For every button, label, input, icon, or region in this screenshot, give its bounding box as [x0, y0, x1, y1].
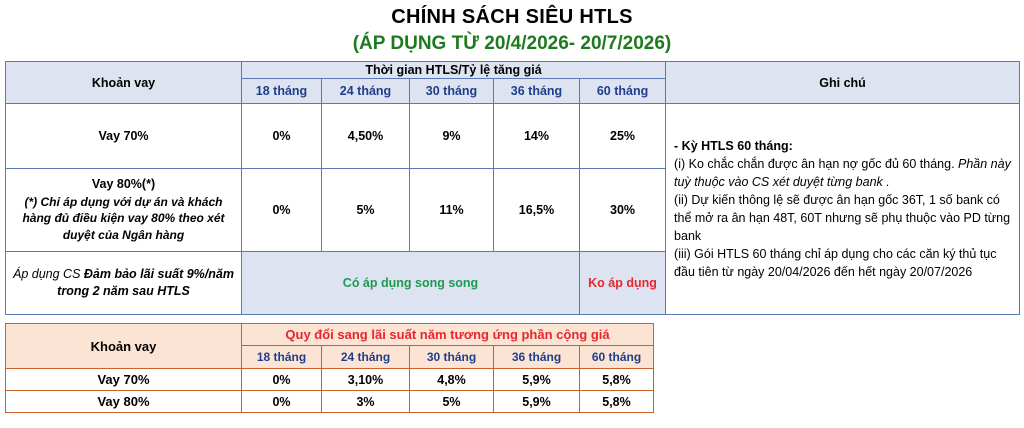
table-header-row [6, 62, 1020, 79]
note-line-1-italic: Phần này tuỳ thuộc vào CS xét duyệt từng bank . [674, 156, 1011, 189]
conv-header-period-30: 30 tháng [410, 346, 494, 369]
note-heading: - Kỳ HTLS 60 tháng: [674, 138, 793, 153]
conv-vay70-60: 5,8% [580, 369, 654, 391]
document-page [0, 6, 1024, 428]
header-period-60: 60 tháng [580, 79, 666, 104]
conv-vay70-36: 5,9% [494, 369, 580, 391]
table-row [6, 391, 654, 413]
conv-vay80-30: 5% [410, 391, 494, 413]
page-subtitle: (ÁP DỤNG TỪ 20/4/2026- 20/7/2026) [352, 33, 672, 54]
apply-parallel-cell: Có áp dụng song song [242, 252, 580, 315]
conversion-table [5, 323, 654, 413]
vay80-36: 16,5% [494, 169, 580, 252]
conv-vay80-36: 5,9% [494, 391, 580, 413]
vay80-60: 30% [580, 169, 666, 252]
vay80-18: 0% [242, 169, 322, 252]
table-row [6, 104, 1020, 169]
vay70-36: 14% [494, 104, 580, 169]
conv-header-group: Quy đổi sang lãi suất năm tương ứng phần cộng giá [242, 324, 654, 346]
vay70-24: 4,50% [322, 104, 410, 169]
conv-vay70-18: 0% [242, 369, 322, 391]
note-line-3: (iii) Gói HTLS 60 tháng chỉ áp dụng cho các căn ký thủ tục đầu tiên từ ngày 20/04/2026 đến hết ngày 20/07/2026 [674, 247, 997, 280]
vay70-60: 25% [580, 104, 666, 169]
header-period-24: 24 tháng [322, 79, 410, 104]
header-note-col: Ghi chú [666, 62, 1020, 104]
note-line-1 [674, 155, 1011, 191]
apply-row-label-bold: Đảm bảo lãi suất 9%/năm trong 2 năm sau HTLS [57, 266, 234, 298]
vay70-30: 9% [410, 104, 494, 169]
header-loan-col: Khoản vay [6, 62, 242, 104]
conv-header-period-18: 18 tháng [242, 346, 322, 369]
vay80-24: 5% [322, 169, 410, 252]
row-label-vay80-note: (*) Chỉ áp dụng với dự án và khách hàng đủ điều kiện vay 80% theo xét duyệt của Ngân hàng [22, 195, 225, 242]
conv-vay70-30: 4,8% [410, 369, 494, 391]
header-period-18: 18 tháng [242, 79, 322, 104]
row-label-vay80-main: Vay 80%(*) [91, 177, 156, 192]
conv-header-period-60: 60 tháng [580, 346, 654, 369]
conv-header-loan-col: Khoản vay [6, 324, 242, 369]
page-title: CHÍNH SÁCH SIÊU HTLS [391, 6, 633, 28]
row-label-vay70: Vay 70% [6, 104, 242, 169]
conversion-header-row [6, 324, 654, 346]
vay70-18: 0% [242, 104, 322, 169]
conv-header-period-36: 36 tháng [494, 346, 580, 369]
note-line-2: (ii) Dự kiến thông lệ sẽ được ân hạn gốc 36T, 1 số bank có thể mở ra ân hạn 48T, 60T nhưng sẽ phụ thuộc vào PD từng bank [674, 192, 1011, 244]
header-period-36: 36 tháng [494, 79, 580, 104]
conv-header-period-24: 24 tháng [322, 346, 410, 369]
conv-vay80-24: 3% [322, 391, 410, 413]
policy-table [5, 61, 1020, 315]
note-line-1-plain: (i) Ko chắc chắn được ân hạn nợ gốc đủ 60 tháng. [674, 156, 959, 171]
apply-not-cell: Ko áp dụng [580, 252, 666, 315]
note-cell [666, 104, 1020, 315]
apply-row-label [6, 252, 242, 315]
conv-vay80-60: 5,8% [580, 391, 654, 413]
header-period-group: Thời gian HTLS/Tỷ lệ tăng giá [242, 62, 666, 79]
conv-row-label-vay70: Vay 70% [6, 369, 242, 391]
conv-row-label-vay80: Vay 80% [6, 391, 242, 413]
conv-vay70-24: 3,10% [322, 369, 410, 391]
vay80-30: 11% [410, 169, 494, 252]
apply-row-label-plain: Áp dụng CS [13, 266, 84, 281]
row-label-vay80 [6, 169, 242, 252]
table-row [6, 369, 654, 391]
header-period-30: 30 tháng [410, 79, 494, 104]
conv-vay80-18: 0% [242, 391, 322, 413]
